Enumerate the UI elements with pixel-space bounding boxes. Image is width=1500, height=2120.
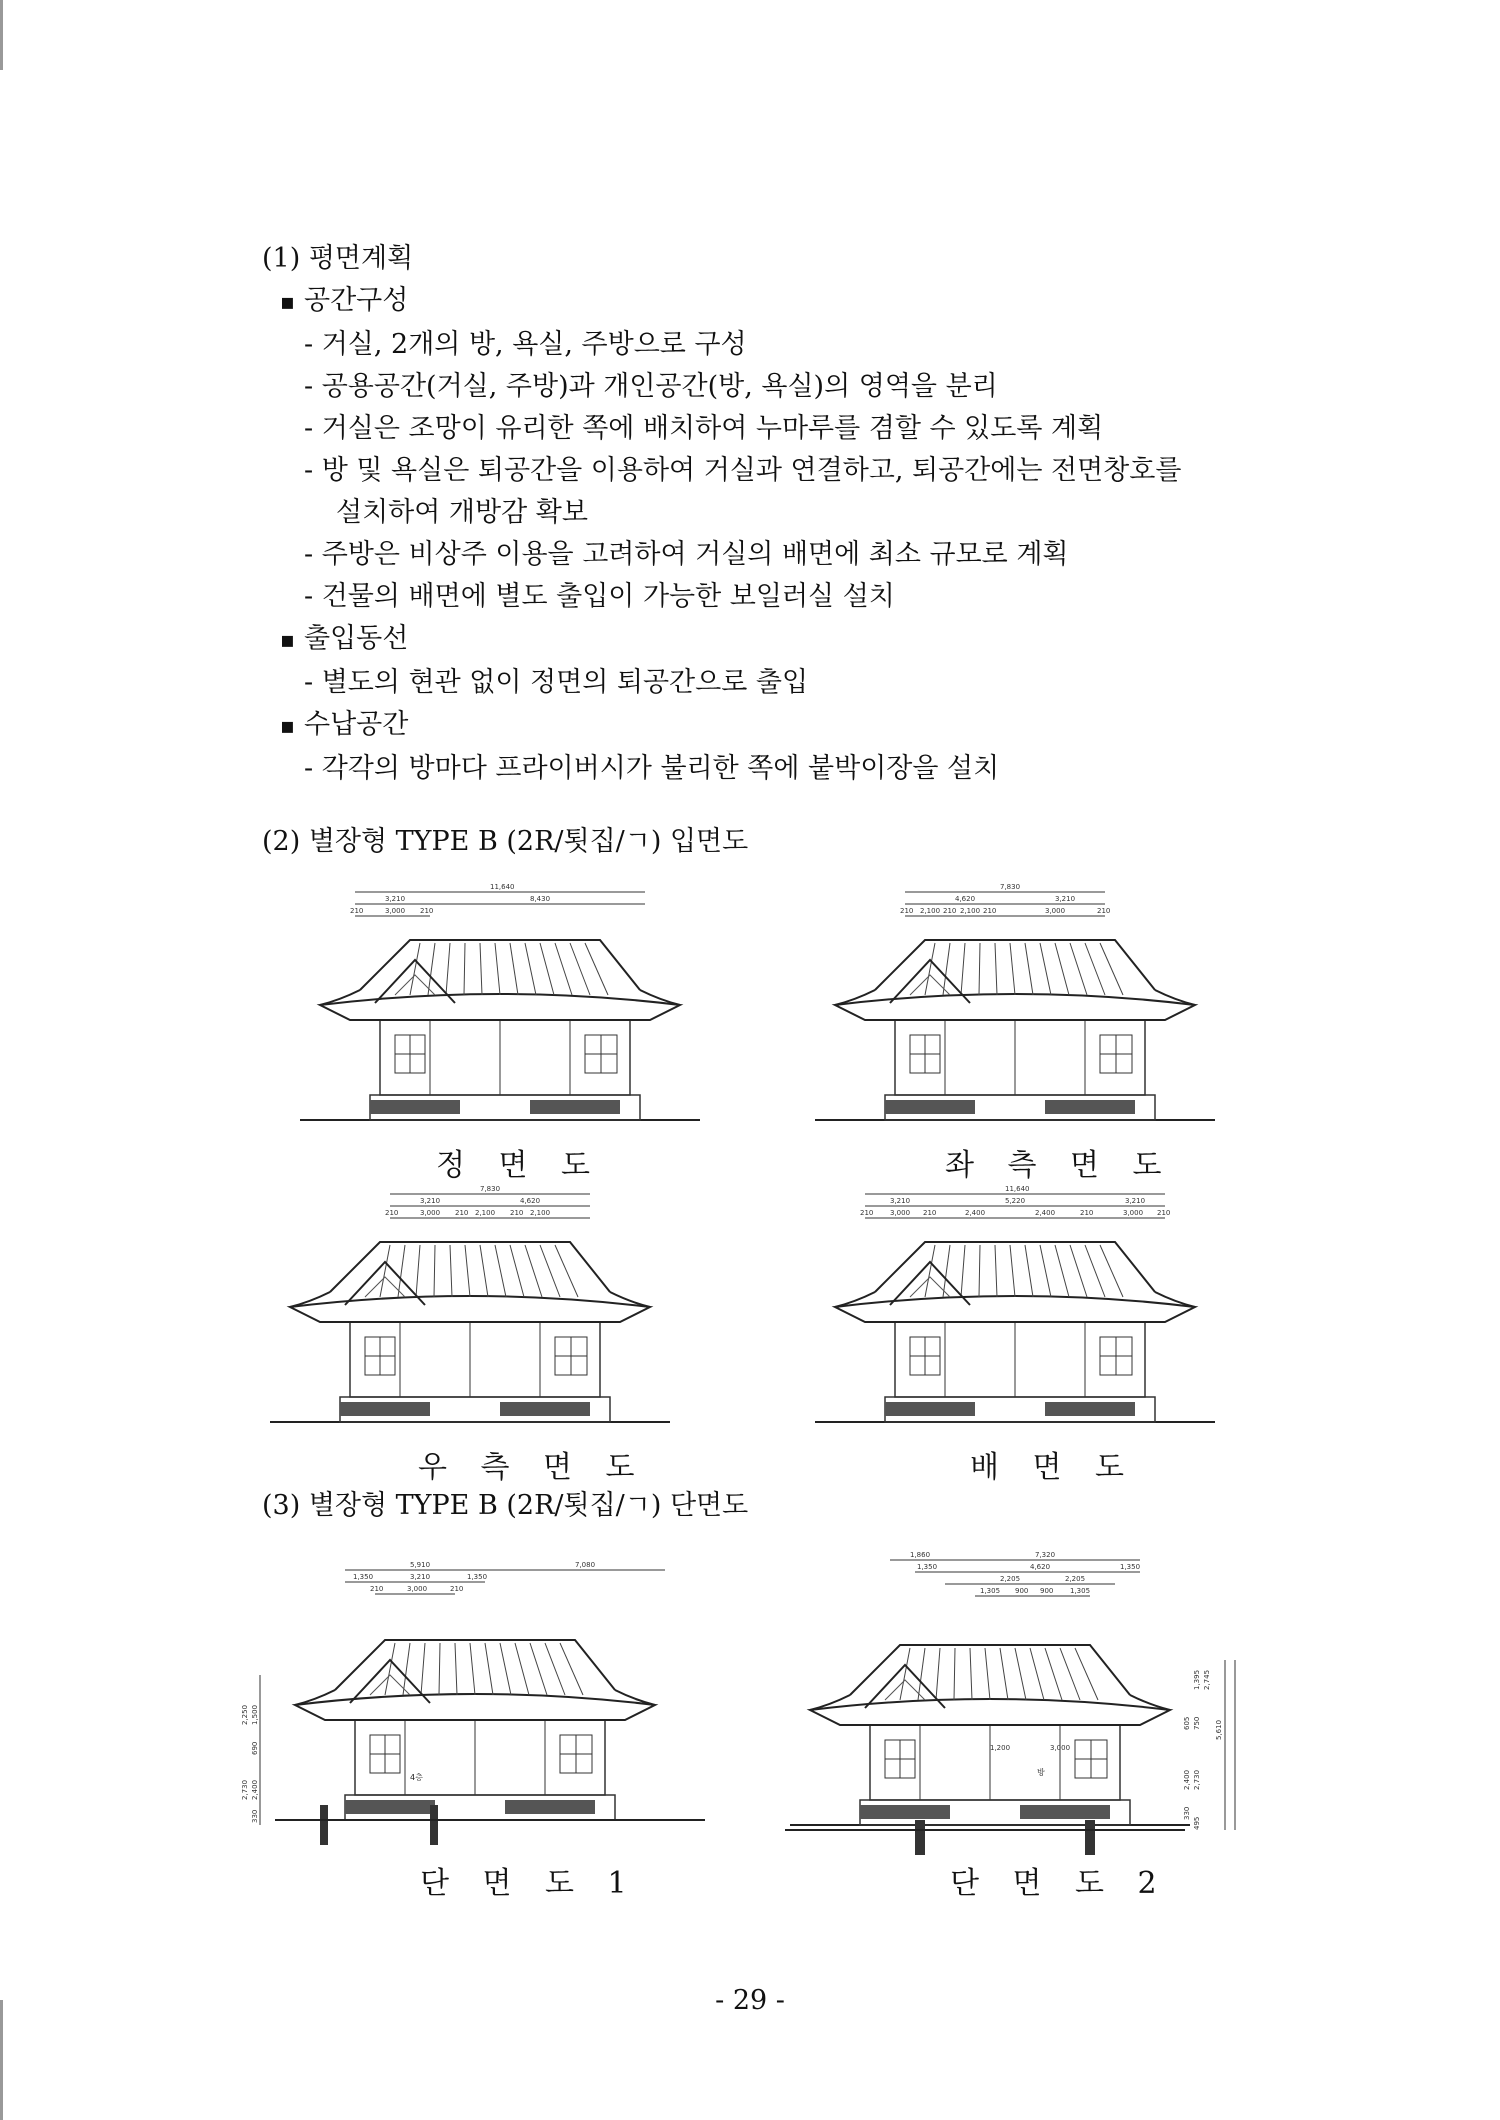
dim-label: 5,910	[410, 1561, 431, 1569]
dim-label: 750	[1193, 1716, 1201, 1730]
dim-label: 210	[1157, 1209, 1171, 1217]
dim-label: 2,100	[920, 907, 941, 915]
list-item: - 주방은 비상주 이용을 고려하여 거실의 배면에 최소 규모로 계획	[304, 534, 1362, 576]
dim-label: 4,620	[520, 1197, 541, 1205]
dim-label: 5,610	[1215, 1719, 1223, 1740]
section-drawing-2	[785, 1540, 1255, 1860]
dim-label: 210	[1097, 907, 1111, 915]
figure-caption: 우 측 면 도	[418, 1450, 647, 1485]
dim-label: 2,205	[1000, 1575, 1021, 1583]
dim-label: 210	[450, 1585, 464, 1593]
dim-label: 2,730	[1193, 1769, 1201, 1790]
left-elevation-drawing	[805, 880, 1225, 1140]
section-1-heading: (1) 평면계획	[262, 243, 414, 274]
figure-caption: 좌 측 면 도	[945, 1148, 1174, 1183]
dim-label: 11,640	[490, 883, 515, 891]
dim-label: 210	[420, 907, 434, 915]
dim-label: 1,200	[990, 1744, 1011, 1752]
list-item-continuation: 설치하여 개방감 확보	[336, 497, 588, 528]
dim-label: 7,830	[480, 1185, 501, 1193]
dim-label: 210	[385, 1209, 399, 1217]
dim-label: 210	[350, 907, 364, 915]
section-1	[262, 238, 1362, 790]
dim-label: 1,500	[251, 1704, 259, 1725]
bullet-title: ▪ 출입동선	[280, 618, 1362, 662]
dim-label: 1,350	[467, 1573, 488, 1581]
dim-label: 330	[251, 1809, 259, 1823]
dim-label: 3,000	[420, 1209, 441, 1217]
dim-label: 3,000	[1050, 1744, 1071, 1752]
dim-label: 3,210	[1125, 1197, 1146, 1205]
room-label: 방	[1037, 1768, 1045, 1777]
rear-elevation-drawing	[805, 1182, 1225, 1442]
dim-label: 210	[1080, 1209, 1094, 1217]
dim-label: 2,100	[530, 1209, 551, 1217]
dim-label: 605	[1183, 1716, 1191, 1730]
dim-label: 4,620	[1030, 1563, 1051, 1571]
dim-label: 7,830	[1000, 883, 1021, 891]
dim-label: 3,000	[407, 1585, 428, 1593]
dim-label: 5,220	[1005, 1197, 1026, 1205]
right-elevation-drawing	[260, 1182, 680, 1442]
dim-label: 1,395	[1193, 1669, 1201, 1690]
dim-label: 1,350	[1120, 1563, 1141, 1571]
list-item: - 방 및 욕실은 퇴공간을 이용하여 거실과 연결하고, 퇴공간에는 전면창호를	[304, 450, 1362, 492]
dim-label: 1,305	[1070, 1587, 1091, 1595]
dim-label: 7,320	[1035, 1551, 1056, 1559]
dim-label: 4,620	[955, 895, 976, 903]
dim-label: 210	[370, 1585, 384, 1593]
figure-caption: 단 면 도 1	[420, 1866, 639, 1901]
list-item: - 거실은 조망이 유리한 쪽에 배치하여 누마루를 겸할 수 있도록 계획	[304, 408, 1362, 450]
dim-label: 210	[923, 1209, 937, 1217]
dim-label: 690	[251, 1741, 259, 1755]
dim-label: 1,305	[980, 1587, 1001, 1595]
dim-label: 2,100	[475, 1209, 496, 1217]
section-3-heading: (3) 별장형 TYPE B (2R/툇집/ㄱ) 단면도	[262, 1490, 749, 1521]
dim-label: 7,080	[575, 1561, 596, 1569]
list-item: - 각각의 방마다 프라이버시가 불리한 쪽에 붙박이장을 설치	[304, 748, 1362, 790]
dim-label: 3,000	[385, 907, 406, 915]
dim-label: 1,860	[910, 1551, 931, 1559]
dim-label: 2,400	[1183, 1769, 1191, 1790]
dim-label: 1,350	[917, 1563, 938, 1571]
dim-label: 210	[983, 907, 997, 915]
section-2-heading: (2) 별장형 TYPE B (2R/툇집/ㄱ) 입면도	[262, 826, 749, 857]
list-item: - 공용공간(거실, 주방)과 개인공간(방, 욕실)의 영역을 분리	[304, 366, 1362, 408]
list-item: - 별도의 현관 없이 정면의 퇴공간으로 출입	[304, 662, 1362, 704]
dim-label: 2,205	[1065, 1575, 1086, 1583]
crop-mark	[0, 0, 3, 70]
figure-caption: 정 면 도	[436, 1148, 603, 1183]
dim-label: 11,640	[1005, 1185, 1030, 1193]
dim-label: 210	[510, 1209, 524, 1217]
figure-caption: 단 면 도 2	[950, 1866, 1169, 1901]
dim-label: 2,400	[251, 1779, 259, 1800]
dim-label: 210	[455, 1209, 469, 1217]
page-number: - 29 -	[715, 1985, 785, 2016]
bullet-title: ▪ 공간구성	[280, 280, 1362, 324]
dim-label: 2,250	[241, 1704, 249, 1725]
dim-label: 330	[1183, 1806, 1191, 1820]
room-label: 4층	[410, 1773, 423, 1782]
dim-label: 3,000	[1123, 1209, 1144, 1217]
crop-mark	[0, 2000, 3, 2120]
dim-label: 2,745	[1203, 1669, 1211, 1690]
dim-label: 2,400	[965, 1209, 986, 1217]
dim-label: 210	[860, 1209, 874, 1217]
list-item: - 거실, 2개의 방, 욕실, 주방으로 구성	[304, 324, 1362, 366]
dim-label: 900	[1040, 1587, 1054, 1595]
dim-label: 3,000	[1045, 907, 1066, 915]
dim-label: 3,210	[1055, 895, 1076, 903]
front-elevation-drawing	[290, 880, 710, 1140]
dim-label: 3,000	[890, 1209, 911, 1217]
dim-label: 900	[1015, 1587, 1029, 1595]
dim-label: 2,100	[960, 907, 981, 915]
dim-label: 3,210	[410, 1573, 431, 1581]
dim-label: 210	[943, 907, 957, 915]
dim-label: 3,210	[385, 895, 406, 903]
list-item: - 건물의 배면에 별도 출입이 가능한 보일러실 설치	[304, 576, 1362, 618]
figure-caption: 배 면 도	[970, 1450, 1137, 1485]
dim-label: 8,430	[530, 895, 551, 903]
dim-label: 3,210	[890, 1197, 911, 1205]
dim-label: 3,210	[420, 1197, 441, 1205]
dim-label: 495	[1193, 1816, 1201, 1830]
dim-label: 210	[900, 907, 914, 915]
dim-label: 1,350	[353, 1573, 374, 1581]
section-drawing-1	[235, 1550, 715, 1860]
dim-label: 2,730	[241, 1779, 249, 1800]
bullet-title: ▪ 수납공간	[280, 704, 1362, 748]
dim-label: 2,400	[1035, 1209, 1056, 1217]
